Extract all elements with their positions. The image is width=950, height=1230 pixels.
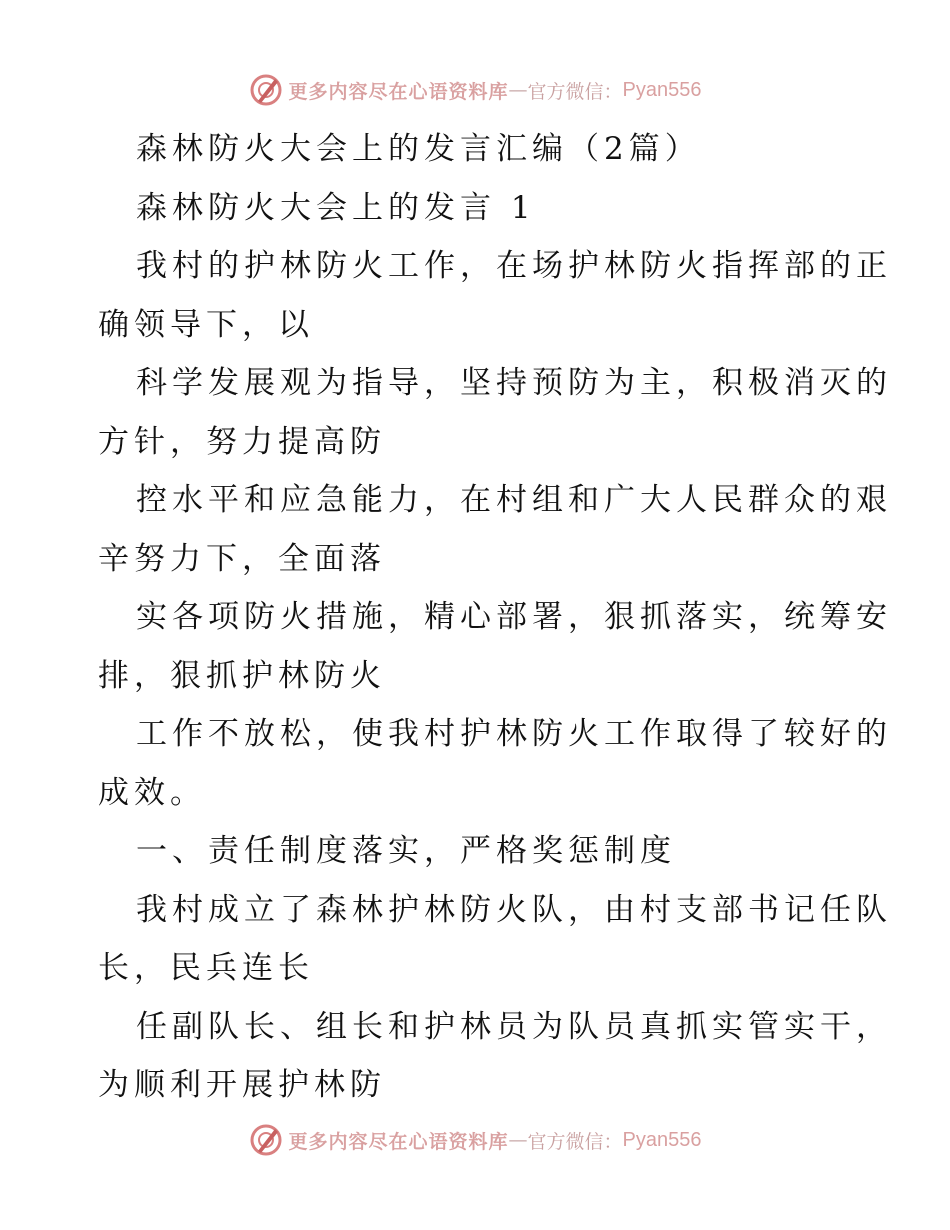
subheading: 一、责任制度落实，严格奖惩制度 xyxy=(136,833,676,869)
text-line: 我村的护林防火工作，在场护林防火指挥部的正 xyxy=(136,248,892,284)
text-line: 方针，努力提高防 xyxy=(98,423,386,460)
brand-logo-icon xyxy=(249,1123,283,1157)
banner-dash: — xyxy=(508,1129,528,1151)
text-line: 长，民兵连长 xyxy=(98,950,314,986)
text-line: 实各项防火措施，精心部署，狠抓落实，统筹安 xyxy=(136,599,892,635)
banner-sub-text: 官方微信： xyxy=(527,1130,623,1153)
text-line: 确领导下，以 xyxy=(98,306,314,343)
text-line: 工作不放松，使我村护林防火工作取得了较好的 xyxy=(136,716,892,752)
text-line: 任副队长、组长和护林员为队员真抓实管实干， xyxy=(136,1008,892,1045)
banner-main-text: 更多内容尽在心语资料库 xyxy=(288,1130,509,1153)
header-watermark xyxy=(0,70,950,110)
banner-dash: — xyxy=(508,79,528,101)
text-line: 科学发展观为指导，坚持预防为主，积极消灭的 xyxy=(136,365,892,401)
brand-logo-icon xyxy=(249,73,283,107)
text-line: 控水平和应急能力，在村组和广大人民群众的艰 xyxy=(136,482,892,518)
text-line: 我村成立了森林护林防火队，由村支部书记任队 xyxy=(136,891,892,928)
banner-wechat-id: Pyan556 xyxy=(622,1128,702,1151)
banner-sub-text: 官方微信： xyxy=(527,80,623,103)
text-line: 排，狠抓护林防火 xyxy=(98,657,386,694)
document-title: 森林防火大会上的发言汇编（2篇） xyxy=(136,131,701,167)
text-line: 为顺利开展护林防 xyxy=(98,1067,386,1103)
text-line: 成效。 xyxy=(98,774,206,811)
section-heading: 森林防火大会上的发言 1 xyxy=(136,189,536,226)
banner-main-text: 更多内容尽在心语资料库 xyxy=(288,80,509,103)
text-line: 辛努力下，全面落 xyxy=(98,540,386,577)
footer-watermark xyxy=(0,1120,950,1160)
document-body xyxy=(98,120,892,1115)
banner-wechat-id: Pyan556 xyxy=(622,78,702,101)
